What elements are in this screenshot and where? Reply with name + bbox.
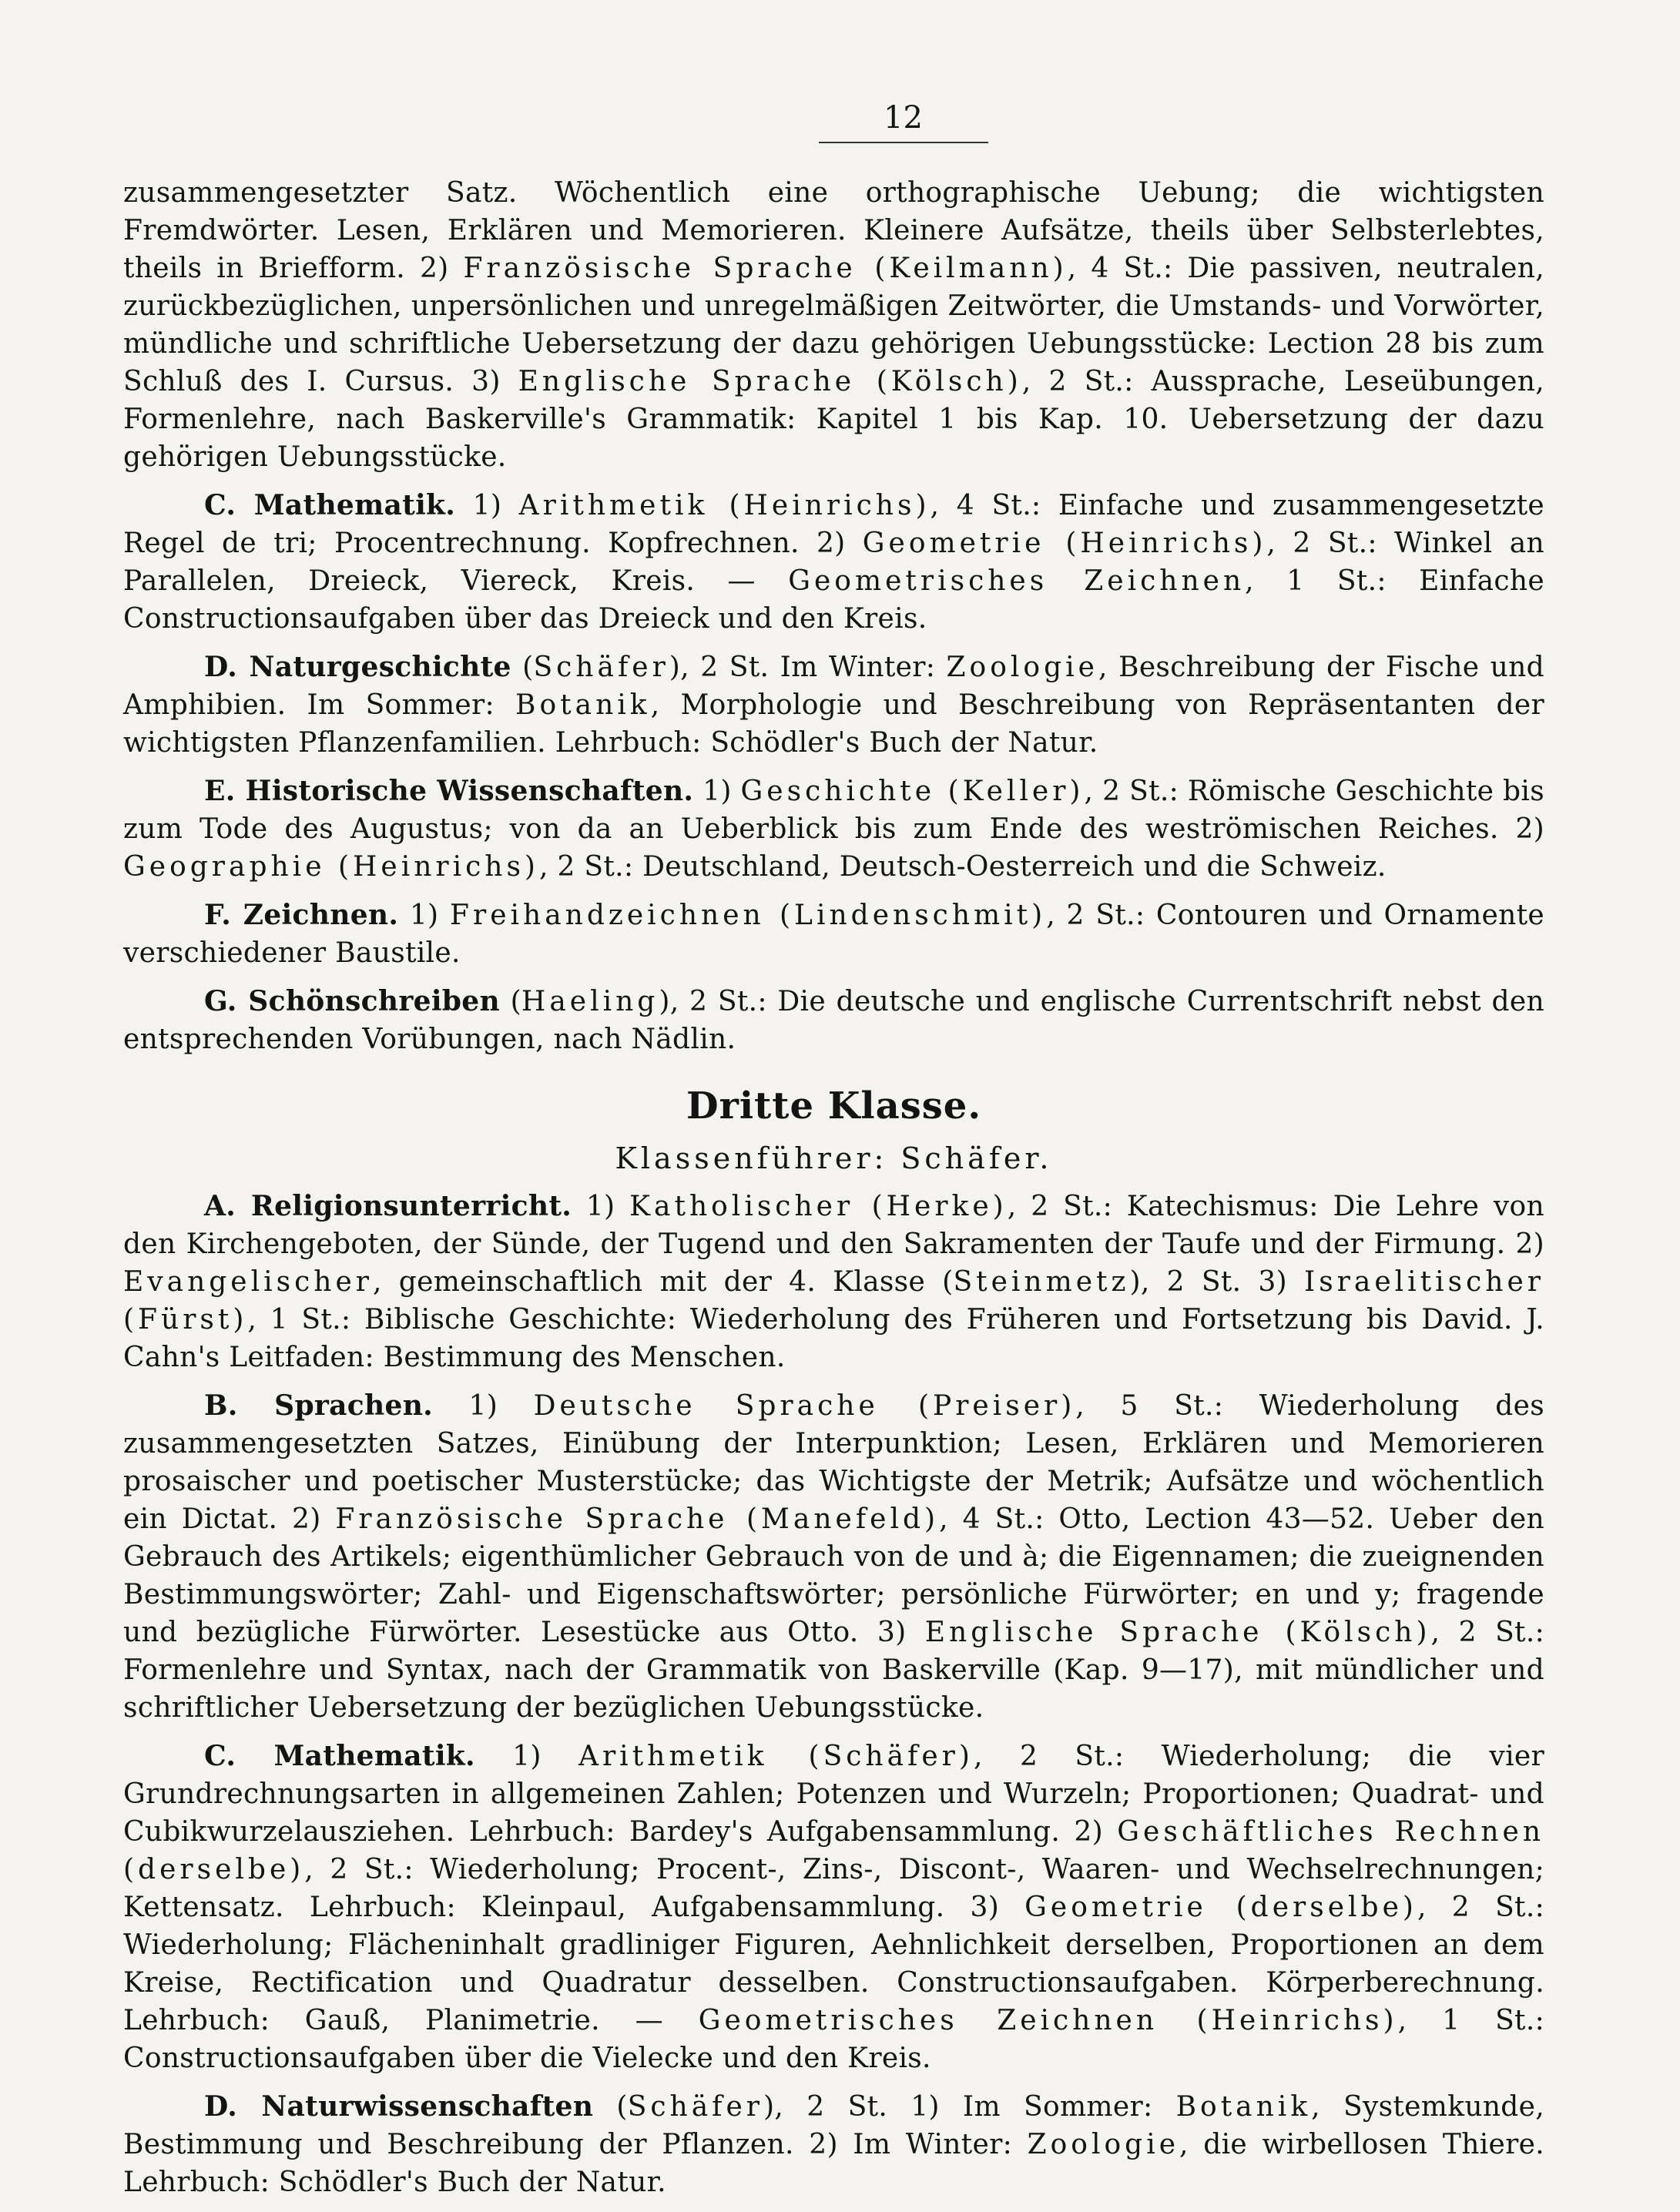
subject: Steinmetz: [953, 1266, 1130, 1298]
paragraph-label: B. Sprachen.: [204, 1389, 434, 1422]
subject: Geometrisches Zeichnen: [788, 565, 1246, 597]
paragraph-label: C. Mathematik.: [204, 1740, 475, 1772]
subject: Haeling: [521, 986, 659, 1017]
paragraph-religionsunterricht: [123, 1188, 1544, 1376]
subject: Geschichte (Keller): [740, 776, 1085, 807]
paragraph-historische-wissenschaften: [123, 773, 1544, 886]
text: , 2 St.: Deutschland, Deutsch-Oesterreich und die Schweiz.: [538, 851, 1387, 883]
subject: Israelitischer (Fürst): [123, 1266, 1544, 1336]
text: (: [499, 986, 521, 1017]
text: 1): [572, 1191, 630, 1222]
paragraph-mathematik-3: [123, 1738, 1544, 2077]
subject: Botanik: [1175, 2091, 1312, 2123]
paragraph-label: F. Zeichnen.: [204, 899, 399, 931]
text: ), 2 St. 1) Im Sommer:: [763, 2091, 1176, 2123]
paragraph-zeichnen: [123, 897, 1544, 972]
text: 1): [398, 900, 450, 931]
document-page: [123, 100, 1544, 2212]
text: , 2 St.: Katechismus: Die Lehre von den Kirchengeboten, der Sünde, der Tugend und den Sakramenten der Taufe und der Firmung. 2): [123, 1191, 1545, 1260]
subject-english: Englische Sprache (Kölsch): [518, 366, 1022, 397]
subject: Zoologie: [946, 652, 1098, 683]
text: ), 2 St. Im Winter:: [669, 652, 947, 683]
text: , Systemkunde, Bestimmung und Beschreibung der Pflanzen. 2) Im Winter:: [123, 2091, 1544, 2160]
text: , 2 St.: Wiederholung; Procent-, Zins-, Discont-, Waaren- und Wechselrechnungen; Kettensatz. Lehrbuch: Kleinpaul, Aufgabensammlung. 3): [123, 1854, 1544, 1923]
text: , 1 St.: Einfache Constructionsaufgaben über das Dreieck und den Kreis.: [123, 565, 1544, 635]
paragraph-label: E. Historische Wissenschaften.: [204, 775, 694, 807]
paragraph-label: D. Naturgeschichte: [204, 651, 511, 683]
subject: Zoologie: [1027, 2129, 1180, 2160]
paragraph-label: G. Schönschreiben: [204, 985, 500, 1017]
subject: Englische Sprache (Kölsch): [924, 1617, 1431, 1648]
text: 1): [693, 776, 741, 807]
subject: Geometrie (Heinrichs): [862, 528, 1267, 559]
subject: Französische Sprache (Manefeld): [335, 1503, 940, 1535]
text: , 2 St.: Contouren und Ornamente verschiedener Baustile.: [123, 900, 1545, 969]
text: , 5 St.: Wiederholung des zusammengesetzten Satzes, Einübung der Interpunktion; Lesen, Erklären und Memorieren prosaischer und poetischer Musterstücke; das Wichtigste der Metrik; Aufsätze und wöchentlich ein Dictat. 2): [123, 1390, 1544, 1535]
text: ), 2 St. 3): [1129, 1266, 1304, 1298]
section-title: Dritte Klasse.: [686, 1084, 982, 1128]
subject: Evangelischer: [123, 1266, 373, 1298]
paragraph-label: D. Naturwissenschaften: [204, 2090, 594, 2123]
text: , 2 St.: Wiederholung; die vier Grundrechnungsarten in allgemeinen Zahlen; Potenzen und Wurzeln; Proportionen; Quadrat- und Cubikwurzelausziehen. Lehrbuch: Bardey's Aufgabensammlung. 2): [123, 1741, 1544, 1848]
text: , 2 St.: Winkel an Parallelen, Dreieck, Viereck, Kreis. —: [123, 528, 1544, 597]
subject: Schäfer: [627, 2091, 763, 2123]
text: , 4 St.: Die passiven, neutralen, zurückbezüglichen, unpersönlichen und unregelmäßigen Zeitwörter, die Umstands- und Vorwörter, mündliche und schriftliche Uebersetzung der dazu gehörigen Uebungsstücke: Lection 28 bis zum Schluß des I. Cursus. 3): [123, 253, 1544, 397]
text: , gemeinschaftlich mit der 4. Klasse (: [372, 1266, 954, 1298]
subject: Geometrie (derselbe): [1024, 1892, 1417, 1923]
page-number: 12: [884, 100, 923, 136]
text: 1): [474, 1741, 578, 1772]
subject: Botanik: [515, 689, 651, 721]
subject: Katholischer (Herke): [629, 1191, 1008, 1222]
subject: Arithmetik (Heinrichs): [518, 490, 931, 521]
text: , 1 St.: Constructionsaufgaben über die Vielecke und den Kreis.: [123, 2005, 1544, 2074]
subject-french: Französische Sprache (Keilmann): [463, 253, 1068, 284]
section-subtitle: Klassenführer: Schäfer.: [615, 1141, 1053, 1175]
paragraph-naturwissenschaften: [123, 2088, 1544, 2201]
text: , 2 St.: Römische Geschichte bis zum Tode des Augustus; von da an Ueberblick bis zum Ende des weströmischen Reiches. 2): [123, 776, 1544, 845]
text: 1): [433, 1390, 534, 1422]
text: ), 2 St.: Die deutsche und englische Currentschrift nebst den entsprechenden Vorübungen, nach Nädlin.: [123, 986, 1544, 1055]
text: , 2 St.: Formenlehre und Syntax, nach der Grammatik von Baskerville (Kap. 9—17), mit mündlicher und schriftlicher Uebersetzung der bezüglichen Uebungsstücke.: [123, 1617, 1544, 1724]
paragraph-naturgeschichte: [123, 649, 1544, 762]
text: (: [511, 652, 534, 683]
text: 1): [455, 490, 519, 521]
text: , Beschreibung der Fische und Amphibien. Im Sommer:: [123, 652, 1544, 721]
text: , 2 St.: Wiederholung; Flächeninhalt gradliniger Figuren, Aehnlichkeit derselben, Proportionen an dem Kreise, Rectification und Quadratur desselben. Constructionsaufgaben. Körperberechnung. Lehrbuch: Gauß, Planimetrie. —: [123, 1892, 1544, 2036]
text: (: [593, 2091, 628, 2123]
subject: Freihandzeichnen (Lindenschmit): [450, 900, 1047, 931]
paragraph-label: C. Mathematik.: [204, 489, 456, 521]
text: , 1 St.: Biblische Geschichte: Wiederholung des Früheren und Fortsetzung bis David. J. Cahn's Leitfaden: Bestimmung des Menschen.: [123, 1304, 1544, 1373]
header-rule: [819, 142, 988, 143]
subject: Geschäftliches Rechnen (derselbe): [123, 1816, 1545, 1885]
subject: Schäfer: [533, 652, 669, 683]
paragraph-mathematik: [123, 487, 1544, 638]
subject: Geographie (Heinrichs): [123, 851, 539, 883]
subject: Geometrisches Zeichnen (Heinrichs): [698, 2005, 1398, 2036]
text: , 2 St.: Aussprache, Leseübungen, Formenlehre, nach Baskerville's Grammatik: Kapitel 1 bis Kap. 10. Uebersetzung der dazu gehörigen Uebungsstücke.: [123, 366, 1544, 473]
text: , die wirbellosen Thiere. Lehrbuch: Schödler's Buch der Natur.: [123, 2129, 1544, 2198]
subject: Arithmetik (Schäfer): [578, 1741, 974, 1772]
paragraph-sprachen: [123, 1387, 1544, 1727]
text: zusammengesetzter Satz. Wöchentlich eine orthographische Uebung; die wichtigsten Fremdwörter. Lesen, Erklären und Memorieren. Kleinere Aufsätze, theils über Selbsterlebtes, theils in Briefform. 2): [123, 177, 1544, 284]
paragraph-continuation: [123, 174, 1544, 476]
paragraph-schoenschreiben: [123, 983, 1544, 1058]
paragraph-label: A. Religionsunterricht.: [204, 1190, 572, 1222]
text: , 4 St.: Einfache und zusammengesetzte Regel de tri; Procentrechnung. Kopfrechnen. 2): [123, 490, 1544, 559]
subject: Deutsche Sprache (Preiser): [533, 1390, 1076, 1422]
text: , 4 St.: Otto, Lection 43—52. Ueber den Gebrauch des Artikels; eigenthümlicher Gebrauch von de und à; die Eigennamen; die zueignenden Bestimmungswörter; Zahl- und Eigenschaftswörter; persönliche Fürwörter; en und y; fragende und bezügliche Fürwörter. Lesestücke aus Otto. 3): [123, 1503, 1544, 1648]
text: , Morphologie und Beschreibung von Repräsentanten der wichtigsten Pflanzenfamilien. Lehrbuch: Schödler's Buch der Natur.: [123, 689, 1544, 759]
